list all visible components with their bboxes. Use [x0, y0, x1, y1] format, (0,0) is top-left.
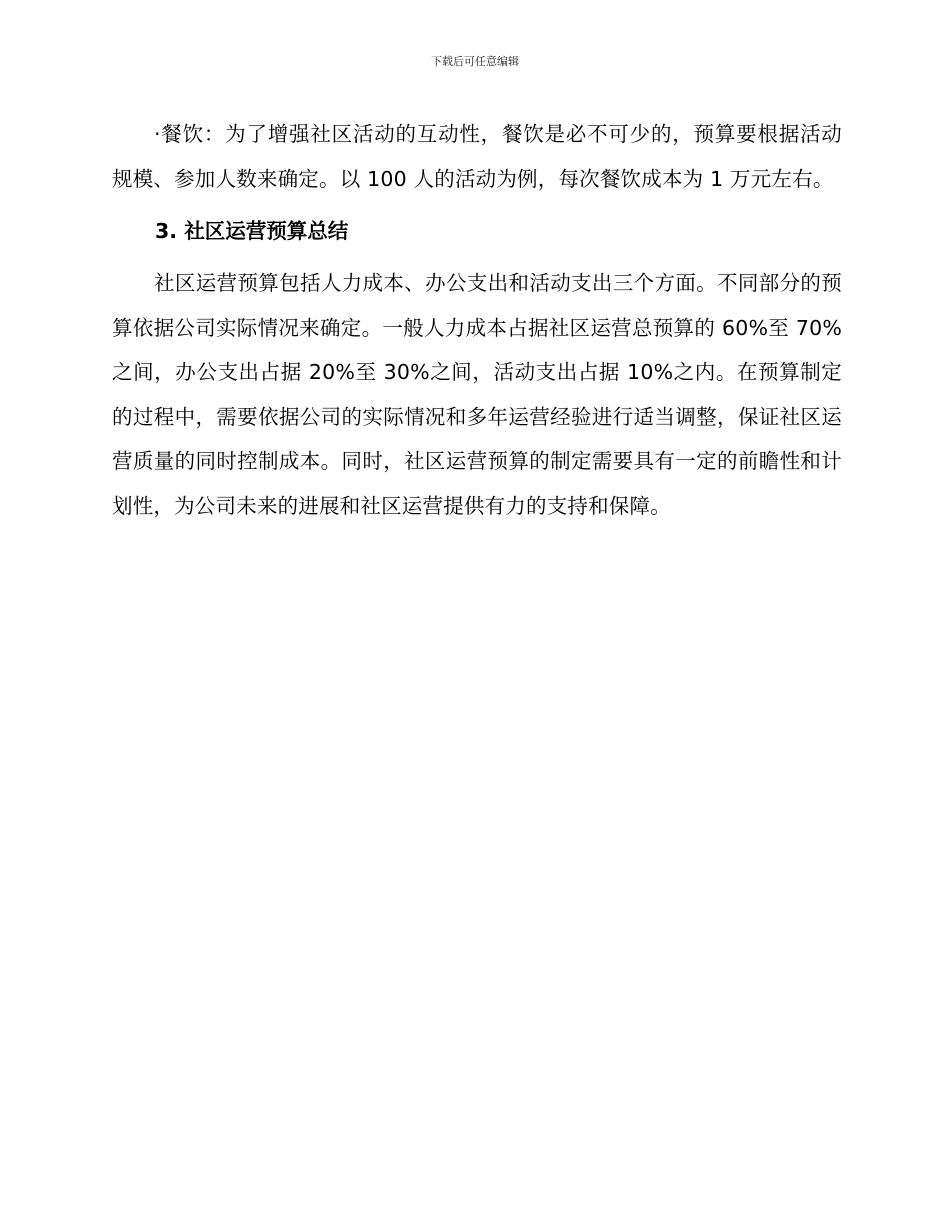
page-header: 下载后可任意编辑 — [431, 55, 519, 68]
paragraph-catering: ·餐饮：为了增强社区活动的互动性，餐饮是必不可少的，预算要根据活动规模、参加人数来确定。以 100 人的活动为例，每次餐饮成本为 1 万元左右。 — [112, 122, 842, 191]
document-body — [112, 112, 842, 528]
section-heading: 3. 社区运营预算总结 — [155, 219, 349, 243]
paragraph-summary: 社区运营预算包括人力成本、办公支出和活动支出三个方面。不同部分的预算依据公司实际情况来确定。一般人力成本占据社区运营总预算的 60%至 70%之间，办公支出占据 20%至 30%之间，活动支出占据 10%之内。在预算制定的过程中，需要依据公司的实际情况和多年运营经验进行适当调整，保证社区运营质量的同时控制成本。同时，社区运营预算的制定需要具有一定的前瞻性和计划性，为公司未来的进展和社区运营提供有力的支持和保障。 — [112, 271, 842, 518]
